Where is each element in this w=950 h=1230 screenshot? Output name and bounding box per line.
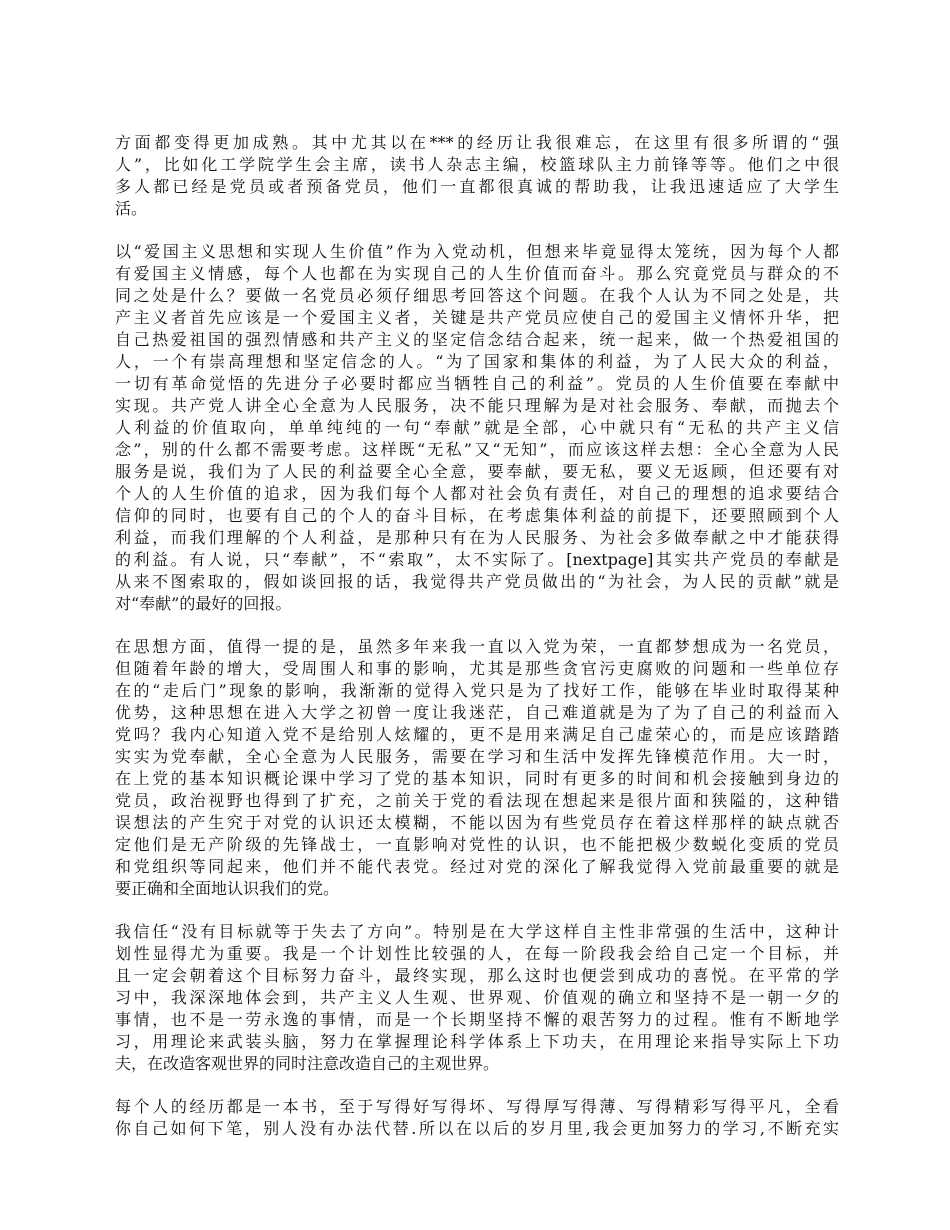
text-line: 人利益的价值取向，单单纯纯的一句“奉献”就是全部，心中就只有“无私的共产主义信: [115, 418, 839, 437]
text-line: 每个人的经历都是一本书，至于写得好写得坏、写得厚写得薄、写得精彩写得平凡，全看: [115, 1097, 839, 1116]
text-line: 同之处是什么？要做一名党员必须仔细思考回答这个问题。在我个人认为不同之处是，共: [115, 286, 839, 305]
text-line: 产主义者首先应该是一个爱国主义者，关键是共产党员应使自己的爱国主义情怀升华，把: [115, 308, 839, 327]
text-line: 多人都已经是党员或者预备党员，他们一直都很真诚的帮助我，让我迅速适应了大学生: [115, 177, 839, 196]
text-line: 服务是说，我们为了人民的利益要全心全意，要奉献，要无私，要义无返顾，但还要有对: [115, 462, 839, 481]
paragraph-1: [115, 132, 839, 220]
text-line: 人”，比如化工学院学生会主席，读书人杂志主编，校篮球队主力前锋等等。他们之中很: [115, 155, 839, 174]
text-line: 定他们是无产阶级的先锋战士，一直影响对党性的认识，也不能把极少数蜕化变质的党员: [115, 835, 839, 854]
text-line: 实现。共产党人讲全心全意为人民服务，决不能只理解为是对社会服务、奉献，而抛去个: [115, 396, 839, 415]
text-line: 我信任“没有目标就等于失去了方向”。特别是在大学这样自主性非常强的生活中，这种计: [115, 922, 839, 941]
text-line: 误想法的产生究于对党的认识还太模糊，不能以因为有些党员存在着这样那样的缺点就否: [115, 813, 839, 832]
text-line: 信仰的同时，也要有自己的个人的奋斗目标，在考虑集体利益的前提下，还要照顾到个人: [115, 506, 839, 525]
paragraph-4: [115, 921, 839, 1075]
text-line: 要正确和全面地认识我们的党。: [115, 879, 340, 898]
text-line: 个人的人生价值的追求，因为我们每个人都对社会负有责任，对自己的理想的追求要结合: [115, 484, 839, 503]
text-line: 划性显得尤为重要。我是一个计划性比较强的人，在每一阶段我会给自己定一个目标，并: [115, 944, 839, 963]
text-line: 在思想方面，值得一提的是，虽然多年来我一直以入党为荣，一直都梦想成为一名党员，: [115, 637, 839, 656]
text-line: 对“奉献”的最好的回报。: [115, 594, 292, 613]
text-line: 且一定会朝着这个目标努力奋斗，最终实现，那么这时也便尝到成功的喜悦。在平常的学: [115, 966, 839, 985]
paragraph-2: [115, 241, 839, 615]
text-line: 实实为党奉献，全心全意为人民服务，需要在学习和生活中发挥先锋模范作用。大一时，: [115, 747, 839, 766]
text-line: 有爱国主义情感，每个人也都在为实现自己的人生价值而奋斗。那么究竟党员与群众的不: [115, 264, 839, 283]
paragraph-3: [115, 636, 839, 900]
text-line: 党员，政治视野也得到了扩充，之前关于党的看法现在想起来是很片面和狭隘的，这种错: [115, 791, 839, 810]
text-line: 人，一个有崇高理想和坚定信念的人。“为了国家和集体的利益，为了人民大众的利益，: [115, 352, 839, 371]
text-line: 自己热爱祖国的强烈情感和共产主义的坚定信念结合起来，统一起来，做一个热爱祖国的: [115, 330, 839, 349]
text-line: 在上党的基本知识概论课中学习了党的基本知识，同时有更多的时间和机会接触到身边的: [115, 769, 839, 788]
text-line: 利益，而我们理解的个人利益，是那种只有在为人民服务、为社会多做奉献之中才能获得: [115, 528, 839, 547]
text-line: 事情，也不是一劳永逸的事情，而是一个长期坚持不懈的艰苦努力的过程。惟有不断地学: [115, 1010, 839, 1029]
text-line: 但随着年龄的增大，受周围人和事的影响，尤其是那些贪官污吏腐败的问题和一些单位存: [115, 659, 839, 678]
text-line: 习，用理论来武装头脑，努力在掌握理论科学体系上下功夫，在用理论来指导实际上下功: [115, 1032, 839, 1051]
text-line: 优势，这种思想在进入大学之初曾一度让我迷茫，自己难道就是为了为了自己的利益而入: [115, 703, 839, 722]
text-line: 的利益。有人说，只“奉献”，不“索取”，太不实际了。[nextpage]其实共产党员的奉献是: [115, 550, 839, 569]
text-line: 以“爱国主义思想和实现人生价值”作为入党动机，但想来毕竟显得太笼统，因为每个人都: [115, 242, 839, 261]
document-page: [115, 132, 839, 1161]
paragraph-5: [115, 1096, 839, 1140]
text-line: 你自己如何下笔，别人没有办法代替.所以在以后的岁月里,我会更加努力的学习,不断充实: [115, 1119, 839, 1138]
text-line: 党吗？我内心知道入党不是给别人炫耀的，更不是用来满足自己虚荣心的，而是应该踏踏: [115, 725, 839, 744]
text-line: 念”，别的什么都不需要考虑。这样既“无私”又“无知”，而应该这样去想：全心全意为人民: [115, 440, 839, 459]
text-line: 夫，在改造客观世界的同时注意改造自己的主观世界。: [115, 1054, 500, 1073]
text-line: 活。: [115, 199, 148, 218]
text-line: 方面都变得更加成熟。其中尤其以在***的经历让我很难忘，在这里有很多所谓的“强: [115, 133, 839, 152]
text-line: 和党组织等同起来，他们并不能代表党。经过对党的深化了解我觉得入党前最重要的就是: [115, 857, 839, 876]
text-line: 一切有革命觉悟的先进分子必要时都应当牺牲自己的利益”。党员的人生价值要在奉献中: [115, 374, 839, 393]
text-line: 习中，我深深地体会到，共产主义人生观、世界观、价值观的确立和坚持不是一朝一夕的: [115, 988, 839, 1007]
text-line: 在的“走后门”现象的影响，我渐渐的觉得入党只是为了找好工作，能够在毕业时取得某种: [115, 681, 839, 700]
text-line: 从来不图索取的，假如谈回报的话，我觉得共产党员做出的“为社会，为人民的贡献”就是: [115, 572, 839, 591]
